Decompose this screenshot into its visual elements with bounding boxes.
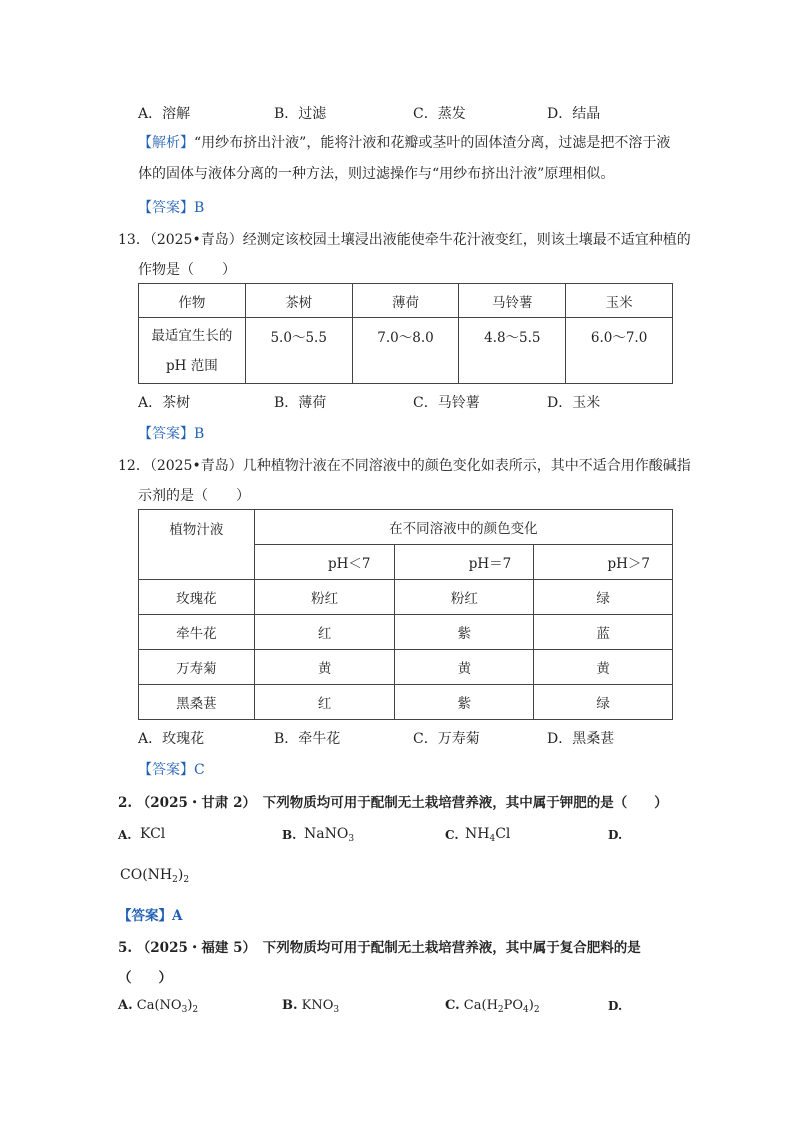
question-stem: 12．（2025•青岛）几种植物汁液在不同溶液中的颜色变化如表所示，其中不适合用作酸碱指 [118, 458, 691, 474]
table-subheader: pH＝7 [395, 545, 534, 580]
row-label-line1: 最适宜生长的 [151, 327, 233, 344]
option-d-label: D. [608, 828, 623, 842]
option-d: D．结晶 [547, 106, 601, 122]
option-c-formula: $NH_4Cl$ [465, 826, 511, 844]
table-row-label: 万寿菊 [139, 650, 255, 685]
option-b-label: B. [282, 828, 297, 842]
q12-options [138, 728, 698, 750]
q-prev-options [138, 103, 698, 125]
answer-label: 【答案】B [138, 426, 205, 442]
q-prev-analysis [138, 128, 676, 190]
answer-label: 【答案】B [138, 200, 205, 216]
question-stem: 2. （2025・甘肃 2） 下列物质均可用于配制无土栽培营养液，其中属于钾肥的是（ ） [118, 795, 668, 811]
table-subheader: pH＜7 [254, 545, 395, 580]
table-cell: 蓝 [534, 615, 673, 650]
question-stem: 13．（2025•青岛）经测定该校园土壤浸出液能使牵牛花汁液变红，则该土壤最不适宜种植的 [118, 232, 691, 248]
table-cell: 6.0～7.0 [566, 318, 673, 384]
row-label-line2: pH 范围 [166, 357, 218, 374]
table-cell: 紫 [395, 685, 534, 720]
option-b: B．牵牛花 [274, 731, 341, 747]
answer-label: 【答案】C [138, 762, 205, 778]
row-label [139, 318, 246, 384]
question-stem-cont: 示剂的是（ ） [138, 488, 250, 504]
option-c: C．蒸发 [413, 106, 466, 122]
q2-options [118, 826, 678, 850]
question-stem: 5. （2025・福建 5） 下列物质均可用于配制无土栽培营养液，其中属于复合肥料的是 [118, 940, 641, 956]
table-header: 薄荷 [352, 284, 459, 318]
option-c-label: C. [445, 828, 459, 842]
analysis-text: “用纱布挤出汁液”，能将汁液和花瓣或茎叶的固体渣分离，过滤是把不溶于液体的固体与液体分离的一种方法，则过滤操作与“用纱布挤出汁液”原理相似。 [138, 135, 671, 182]
table-cell: 5.0～5.5 [245, 318, 352, 384]
q13-options [138, 392, 698, 414]
option-d: D．黑桑葚 [547, 731, 615, 747]
answer-label: 【答案】A [118, 908, 183, 924]
table-cell: 紫 [395, 615, 534, 650]
option-b: B. $KNO_3$ [282, 998, 340, 1015]
question-stem-cont: （ ） [118, 970, 172, 986]
table-header: 作物 [139, 284, 246, 318]
table-cell: 红 [254, 685, 395, 720]
table-header: 玉米 [566, 284, 673, 318]
table-header: 茶树 [245, 284, 352, 318]
option-a: A. $Ca(NO_3)_2$ [118, 998, 199, 1015]
option-a: A．玫瑰花 [138, 731, 205, 747]
option-a: A．溶解 [138, 106, 191, 122]
table-cell: 黄 [254, 650, 395, 685]
table-row-label: 黑桑葚 [139, 685, 255, 720]
table-cell: 7.0～8.0 [352, 318, 459, 384]
option-c: C．马铃薯 [413, 395, 480, 411]
crop-ph-table [138, 283, 673, 384]
q5-options [118, 998, 678, 1022]
table-group-header: 在不同溶液中的颜色变化 [254, 510, 672, 545]
option-b: B．过滤 [274, 106, 327, 122]
table-cell: 粉红 [254, 580, 395, 615]
table-cell: 粉红 [395, 580, 534, 615]
option-d: D．玉米 [547, 395, 601, 411]
table-cell: 黄 [534, 650, 673, 685]
analysis-tag: 【解析】 [138, 135, 194, 151]
option-b: B．薄荷 [274, 395, 327, 411]
table-cell: 红 [254, 615, 395, 650]
option-a-label: A. [118, 828, 132, 842]
table-cell: 4.8～5.5 [459, 318, 566, 384]
table-subheader: pH＞7 [534, 545, 673, 580]
table-row-label: 玫瑰花 [139, 580, 255, 615]
option-a: A．茶树 [138, 395, 191, 411]
table-cell: 黄 [395, 650, 534, 685]
indicator-color-table [138, 509, 673, 720]
table-cell: 绿 [534, 580, 673, 615]
table-header: 植物汁液 [139, 510, 255, 580]
option-c: C. $Ca(H_2PO_4)_2$ [445, 998, 540, 1015]
option-d-label: D. [608, 999, 623, 1013]
table-cell: 绿 [534, 685, 673, 720]
question-stem-cont: 作物是（ ） [138, 262, 236, 278]
table-row-label: 牵牛花 [139, 615, 255, 650]
option-c: C．万寿菊 [413, 731, 480, 747]
option-a-formula: KCl [140, 826, 166, 842]
table-header: 马铃薯 [459, 284, 566, 318]
option-b-formula: NaNO$_3$ [304, 826, 355, 844]
option-d-formula: $CO(NH_2)_2$ [120, 867, 190, 885]
